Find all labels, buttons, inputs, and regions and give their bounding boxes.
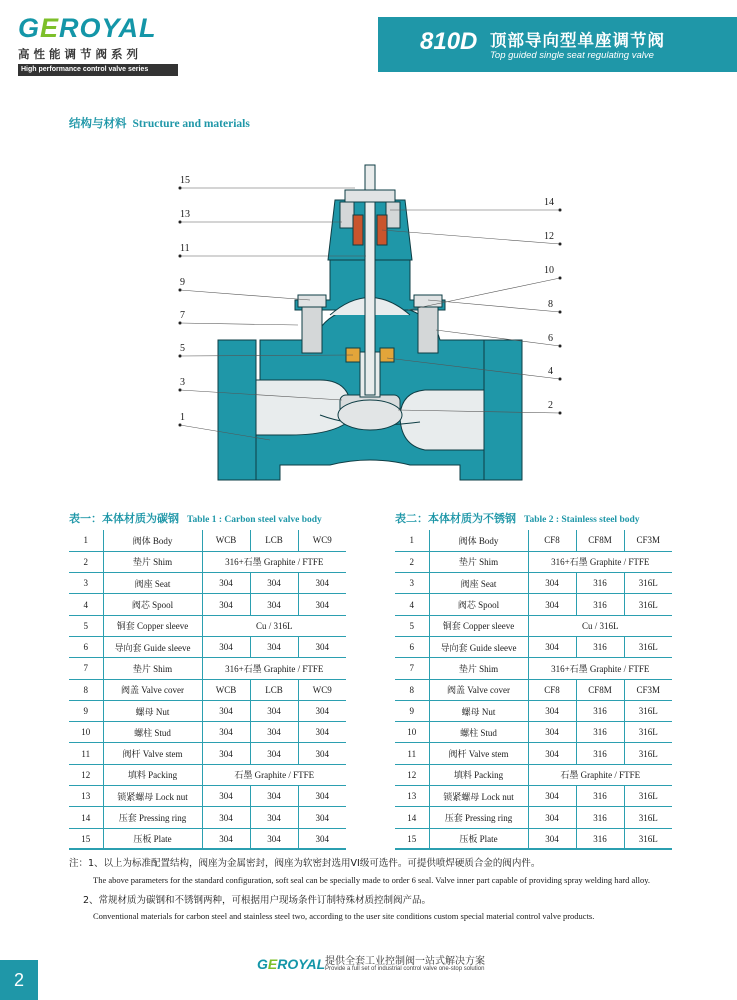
cell-material: 304 <box>298 828 346 849</box>
cell-part <box>103 700 202 721</box>
cell-part <box>429 636 528 657</box>
part-name-cn: 阀芯 <box>457 601 476 612</box>
part-name-en: Nut <box>155 706 170 717</box>
table-row <box>395 594 672 615</box>
part-name-cn: 垫片 <box>132 558 151 569</box>
table-row <box>69 722 346 743</box>
table1-caption-cn: 表一：本体材质为碳钢 <box>69 512 179 525</box>
section-title-cn: 结构与材料 <box>69 116 127 130</box>
cell-number: 14 <box>69 807 103 828</box>
cell-number: 13 <box>69 786 103 807</box>
cell-number: 15 <box>69 828 103 849</box>
cell-number: 15 <box>395 828 429 849</box>
cell-material: 304 <box>202 807 250 828</box>
part-name-en: Body <box>478 535 499 546</box>
cell-material-span: 石墨 Graphite / FTFE <box>202 764 346 785</box>
cell-number: 10 <box>69 722 103 743</box>
part-name-cn: 螺母 <box>135 707 154 718</box>
cell-material-span: Cu / 316L <box>528 615 672 636</box>
part-label-left: 15 <box>180 175 190 186</box>
cell-part <box>429 700 528 721</box>
cell-material-span: 316+石墨 Graphite / FTFE <box>202 551 346 572</box>
cell-part <box>103 743 202 764</box>
cell-part <box>429 551 528 572</box>
cell-material: 304 <box>528 573 576 594</box>
cell-part <box>429 828 528 849</box>
table-row <box>69 743 346 764</box>
table2-caption-cn: 表二：本体材质为不锈钢 <box>395 512 516 525</box>
table-row <box>69 764 346 785</box>
part-name-en: Plate <box>479 834 498 845</box>
cell-part <box>429 573 528 594</box>
cell-material-header: CF8M <box>576 530 624 551</box>
cell-material: 304 <box>528 594 576 615</box>
part-name-cn: 锁紧螺母 <box>117 792 154 803</box>
cell-material: 316 <box>576 786 624 807</box>
part-label-left: 9 <box>180 277 185 288</box>
part-name-cn: 阀杆 <box>448 750 467 761</box>
part-name-en: Shim <box>153 663 173 674</box>
table-header-row <box>69 530 346 551</box>
part-name-cn: 阀杆 <box>122 750 141 761</box>
cell-material: 316L <box>624 700 672 721</box>
part-name-en: Seat <box>154 578 171 589</box>
cell-material: 316 <box>576 828 624 849</box>
cell-part <box>103 551 202 572</box>
note-2-en: Conventional materials for carbon steel and stainless steel two, according to the user site conditions custom special material control valve products. <box>93 911 595 921</box>
cell-number: 14 <box>395 807 429 828</box>
cell-part <box>429 722 528 743</box>
cell-number: 6 <box>69 636 103 657</box>
cell-part <box>429 743 528 764</box>
cell-number: 1 <box>395 530 429 551</box>
table-row <box>69 807 346 828</box>
cell-part <box>103 530 202 551</box>
part-name-en: Packing <box>148 770 178 781</box>
part-name-cn: 垫片 <box>132 664 151 675</box>
cell-material: 304 <box>250 807 298 828</box>
cell-number: 3 <box>395 573 429 594</box>
table2-caption-en: Table 2 : Stainless steel body <box>524 515 640 525</box>
cell-material: 304 <box>298 743 346 764</box>
part-label-right: 6 <box>548 333 553 344</box>
cell-material: 316L <box>624 722 672 743</box>
cell-material: 304 <box>298 722 346 743</box>
table-row <box>395 636 672 657</box>
cell-number: 11 <box>69 743 103 764</box>
cell-material: 304 <box>250 828 298 849</box>
part-name-en: Pressing ring <box>139 813 187 823</box>
part-label-left: 11 <box>180 243 190 254</box>
cell-material: 316L <box>624 807 672 828</box>
cell-material: 304 <box>528 700 576 721</box>
cell-material: 304 <box>528 722 576 743</box>
cell-material-span: 石墨 Graphite / FTFE <box>528 764 672 785</box>
part-name-en: Nut <box>481 706 496 717</box>
cell-number: 8 <box>69 679 103 700</box>
part-name-cn: 螺柱 <box>460 728 479 739</box>
table-row <box>69 573 346 594</box>
cell-material: 304 <box>528 828 576 849</box>
cell-material: 304 <box>298 636 346 657</box>
cell-material: 304 <box>250 700 298 721</box>
cell-part <box>103 786 202 807</box>
table-row <box>69 551 346 572</box>
part-label-left: 7 <box>180 310 185 321</box>
table-row <box>69 679 346 700</box>
table-row <box>69 615 346 636</box>
table-row <box>69 658 346 679</box>
cell-material-span: 316+石墨 Graphite / FTFE <box>202 658 346 679</box>
cell-material: CF8M <box>576 679 624 700</box>
cell-material: 316 <box>576 807 624 828</box>
table1-caption-en: Table 1 : Carbon steel valve body <box>187 515 322 525</box>
cell-material-span: 316+石墨 Graphite / FTFE <box>528 551 672 572</box>
cell-material: 304 <box>250 722 298 743</box>
part-name-cn: 压套 <box>444 814 463 824</box>
part-label-right: 12 <box>544 231 554 242</box>
part-name-cn: 压板 <box>133 835 152 846</box>
cell-material-header: WC9 <box>298 530 346 551</box>
section-title <box>69 115 250 131</box>
note-2-cn: 2、常规材质为碳钢和不锈钢两种，可根据用户现场条件订制特殊材质控制阀产品。 <box>83 895 432 906</box>
cell-material: 304 <box>298 786 346 807</box>
cell-material: 316 <box>576 722 624 743</box>
footer-slogan-cn: 提供全套工业控制阀一站式解决方案 <box>325 956 485 967</box>
cell-material: 304 <box>250 573 298 594</box>
cell-part <box>429 807 528 828</box>
cell-number: 1 <box>69 530 103 551</box>
cell-material: 304 <box>298 700 346 721</box>
model-number: 810D <box>420 28 478 55</box>
part-name-en: Copper sleeve <box>463 621 515 632</box>
note-1-cn: 注：1、以上为标准配置结构，阀座为金属密封，阀座为软密封选用VI级可选件。可提供喷焊硬质合金的阀内件。 <box>69 858 541 869</box>
part-name-en: Shim <box>479 663 499 674</box>
cell-material: 304 <box>250 786 298 807</box>
part-name-en: Stud <box>154 727 171 738</box>
table-row <box>69 828 346 849</box>
part-name-cn: 阀芯 <box>131 601 150 612</box>
part-name-en: Valve stem <box>468 749 509 760</box>
cell-number: 4 <box>395 594 429 615</box>
part-name-en: Seat <box>480 578 497 589</box>
part-label-right: 4 <box>548 366 553 377</box>
cell-material: 316L <box>624 573 672 594</box>
cell-number: 9 <box>69 700 103 721</box>
part-label-right: 10 <box>544 265 554 276</box>
cell-material: 304 <box>202 828 250 849</box>
part-name-cn: 螺母 <box>461 707 480 718</box>
footer <box>257 952 517 978</box>
cell-number: 10 <box>395 722 429 743</box>
cell-material: 304 <box>202 573 250 594</box>
part-name-cn: 垫片 <box>458 558 477 569</box>
brand-series-en: High performance control valve series <box>18 64 178 76</box>
part-name-en: Lock nut <box>155 791 188 802</box>
cell-part <box>103 573 202 594</box>
part-name-cn: 填料 <box>127 771 146 782</box>
part-name-cn: 压套 <box>118 814 137 824</box>
cell-material: 304 <box>202 743 250 764</box>
section-title-en: Structure and materials <box>132 118 250 130</box>
cell-material: 316L <box>624 828 672 849</box>
page-number: 2 <box>0 960 38 1000</box>
part-name-en: Lock nut <box>481 791 514 802</box>
cell-material: CF3M <box>624 679 672 700</box>
part-label-right: 2 <box>548 400 553 411</box>
logo-wordmark: GEROYAL <box>18 13 157 43</box>
part-name-en: Guide sleeve <box>469 642 517 653</box>
cell-material: 304 <box>528 807 576 828</box>
table-row <box>395 743 672 764</box>
cell-number: 5 <box>69 615 103 636</box>
part-name-cn: 垫片 <box>458 664 477 675</box>
cell-material: 304 <box>202 786 250 807</box>
cell-part <box>429 530 528 551</box>
part-name-en: Valve cover <box>141 685 184 696</box>
cell-part <box>429 615 528 636</box>
footer-logo: GEROYAL <box>257 956 326 972</box>
part-name-cn: 阀座 <box>134 579 153 590</box>
part-name-cn: 铜套 <box>442 622 461 633</box>
cell-material: 304 <box>202 722 250 743</box>
cell-material: 316 <box>576 573 624 594</box>
part-label-left: 1 <box>180 412 185 423</box>
part-name-cn: 阀座 <box>460 579 479 590</box>
table-row <box>395 807 672 828</box>
cell-material-span: Cu / 316L <box>202 615 346 636</box>
table1-caption <box>69 510 322 526</box>
table-row <box>395 615 672 636</box>
footer-slogan-en: Provide a full set of industrial control valve one-stop solution <box>325 966 485 972</box>
cell-material: 304 <box>298 807 346 828</box>
cell-number: 12 <box>395 764 429 785</box>
cell-material-header: CF3M <box>624 530 672 551</box>
cell-material: 316 <box>576 594 624 615</box>
table-row <box>69 700 346 721</box>
cell-part <box>429 594 528 615</box>
cell-material: 304 <box>250 743 298 764</box>
part-name-cn: 阀盖 <box>447 686 466 697</box>
cell-material-span: 316+石墨 Graphite / FTFE <box>528 658 672 679</box>
cell-part <box>429 786 528 807</box>
page-title-cn: 顶部导向型单座调节阀 <box>490 31 665 50</box>
cell-number: 2 <box>395 551 429 572</box>
part-name-cn: 导向套 <box>440 643 468 654</box>
table-header-row <box>395 530 672 551</box>
part-name-cn: 阀体 <box>132 536 151 547</box>
part-name-en: Plate <box>153 834 172 845</box>
table-row <box>69 594 346 615</box>
part-name-en: Body <box>152 535 173 546</box>
cell-part <box>429 658 528 679</box>
cell-number: 4 <box>69 594 103 615</box>
part-name-cn: 螺柱 <box>134 728 153 739</box>
part-name-en: Valve cover <box>467 685 510 696</box>
part-label-left: 5 <box>180 343 185 354</box>
table-row <box>395 573 672 594</box>
part-name-cn: 阀盖 <box>121 686 140 697</box>
part-name-en: Shim <box>153 557 173 568</box>
cell-material: 316 <box>576 636 624 657</box>
cell-number: 7 <box>69 658 103 679</box>
cell-part <box>103 594 202 615</box>
cell-part <box>103 764 202 785</box>
cell-number: 5 <box>395 615 429 636</box>
cell-material: 316L <box>624 786 672 807</box>
cell-material: LCB <box>250 679 298 700</box>
table-row <box>395 700 672 721</box>
cell-part <box>103 658 202 679</box>
cell-material-header: LCB <box>250 530 298 551</box>
part-label-right: 14 <box>544 197 554 208</box>
cell-part <box>103 722 202 743</box>
cell-material: 304 <box>202 700 250 721</box>
part-name-en: Packing <box>474 770 504 781</box>
table-row <box>395 722 672 743</box>
cell-material-header: CF8 <box>528 530 576 551</box>
cell-material: 304 <box>528 786 576 807</box>
part-label-left: 13 <box>180 209 190 220</box>
part-name-en: Copper sleeve <box>137 621 189 632</box>
part-name-en: Shim <box>479 557 499 568</box>
part-name-cn: 阀体 <box>458 536 477 547</box>
part-name-cn: 填料 <box>453 771 472 782</box>
cell-material: 316L <box>624 743 672 764</box>
cell-material: 304 <box>528 636 576 657</box>
cell-number: 2 <box>69 551 103 572</box>
cell-material: WCB <box>202 679 250 700</box>
part-label-left: 3 <box>180 377 185 388</box>
brand-series-cn: 高性能调节阀系列 <box>18 47 142 61</box>
cell-material: 304 <box>250 636 298 657</box>
cell-part <box>429 764 528 785</box>
cell-material: 304 <box>298 573 346 594</box>
cell-number: 7 <box>395 658 429 679</box>
cell-number: 3 <box>69 573 103 594</box>
part-name-en: Spool <box>478 600 500 611</box>
cell-material: 304 <box>202 636 250 657</box>
table1-carbon-steel <box>69 530 346 850</box>
valve-drawing <box>170 160 570 490</box>
cell-material: 316L <box>624 636 672 657</box>
note-1-en: The above parameters for the standard configuration, soft seal can be specially made to order 6 seal. Valve inner part capable of providing spray welding hard alloy. <box>93 875 651 885</box>
part-name-en: Spool <box>152 600 174 611</box>
table-row <box>395 658 672 679</box>
cell-material: 304 <box>250 594 298 615</box>
title-band <box>378 17 737 72</box>
cell-material: 304 <box>202 594 250 615</box>
table-row <box>69 636 346 657</box>
cell-part <box>103 679 202 700</box>
cell-number: 6 <box>395 636 429 657</box>
part-name-cn: 锁紧螺母 <box>443 792 480 803</box>
table-row <box>395 828 672 849</box>
cell-number: 9 <box>395 700 429 721</box>
table-row <box>395 679 672 700</box>
cell-part <box>103 828 202 849</box>
page-header <box>0 0 737 80</box>
part-name-en: Stud <box>480 727 497 738</box>
table2-stainless-steel <box>395 530 672 850</box>
cell-number: 11 <box>395 743 429 764</box>
table-row <box>395 551 672 572</box>
cell-part <box>103 636 202 657</box>
cell-part <box>103 615 202 636</box>
part-name-cn: 导向套 <box>114 643 142 654</box>
cell-material: 316 <box>576 743 624 764</box>
table-row <box>69 786 346 807</box>
part-label-right: 8 <box>548 299 553 310</box>
cell-number: 13 <box>395 786 429 807</box>
cell-material: 316L <box>624 594 672 615</box>
brand-logo <box>18 14 178 76</box>
cell-material: 304 <box>298 594 346 615</box>
table2-caption <box>395 510 640 526</box>
cell-number: 8 <box>395 679 429 700</box>
part-name-en: Guide sleeve <box>143 642 191 653</box>
part-name-en: Valve stem <box>142 749 183 760</box>
cell-material: WC9 <box>298 679 346 700</box>
valve-cross-section-diagram <box>170 160 570 490</box>
cell-material: CF8 <box>528 679 576 700</box>
cell-material: 304 <box>528 743 576 764</box>
table-row <box>395 764 672 785</box>
cell-part <box>429 679 528 700</box>
part-name-cn: 铜套 <box>116 622 135 633</box>
page-title-en: Top guided single seat regulating valve <box>490 50 654 61</box>
cell-material-header: WCB <box>202 530 250 551</box>
part-name-cn: 压板 <box>459 835 478 846</box>
part-name-en: Pressing ring <box>465 813 513 823</box>
cell-material: 316 <box>576 700 624 721</box>
cell-part <box>103 807 202 828</box>
table-row <box>395 786 672 807</box>
cell-number: 12 <box>69 764 103 785</box>
